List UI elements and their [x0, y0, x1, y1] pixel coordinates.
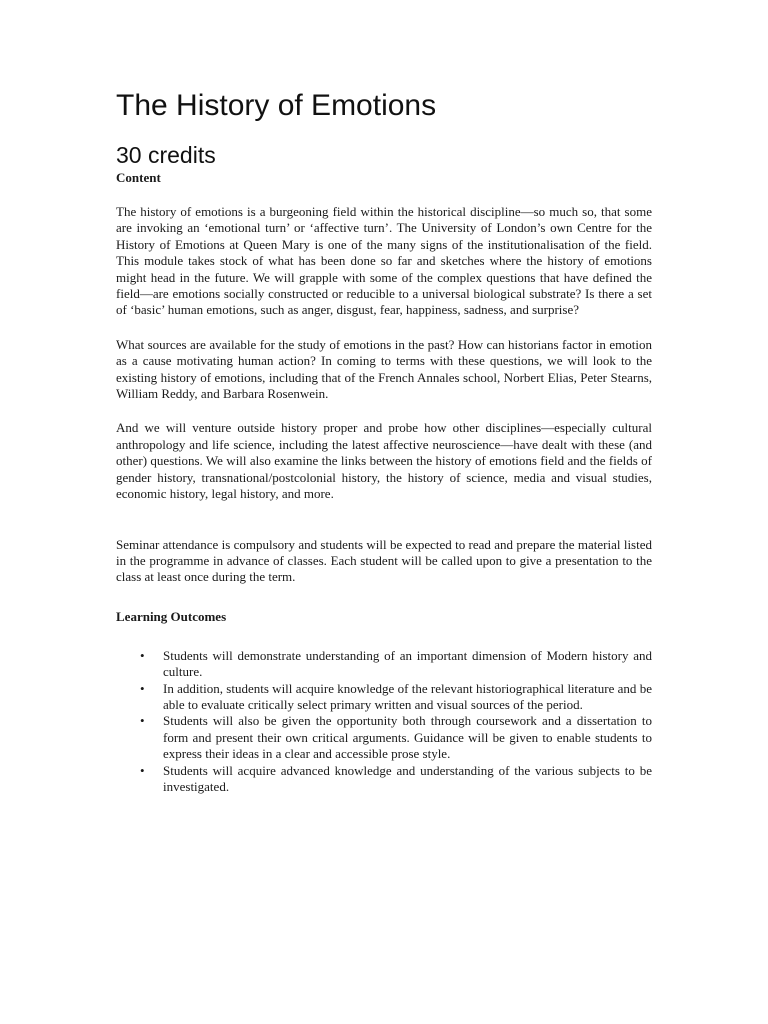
- list-item: [116, 763, 652, 796]
- learning-outcomes-heading: Learning Outcomes: [116, 608, 227, 624]
- credits-subtitle: 30 credits: [116, 142, 216, 168]
- content-paragraph-3: And we will venture outside history proper and probe how other disciplines—especially cultural anthropology and life science, including the latest affective neuroscience—have dealt with these (and other) questions. We will also examine the links between the history of emotions field and the fields of gender history, transnational/postcolonial history, the history of science, media and visual studies, economic history, legal history, and more.: [116, 420, 652, 502]
- content-paragraph-1: The history of emotions is a burgeoning field within the historical discipline—so much so, that some are invoking an ‘emotional turn’ or ‘affective turn’. The University of London’s own Centre for the History of Emotions at Queen Mary is one of the many signs of the institutionalisation of the field. This module takes stock of what has been done so far and sketches where the history of emotions might head in the future. We will grapple with some of the complex questions that have defined the field—are emotions socially constructed or reducible to a universal biological substrate? Is there a set of ‘basic’ human emotions, such as anger, disgust, fear, happiness, sadness, and surprise?: [116, 204, 652, 318]
- bullet-icon: •: [140, 762, 145, 778]
- list-item-text: Students will acquire advanced knowledge and understanding of the various subjects to be investigated.: [163, 762, 652, 794]
- bullet-icon: •: [140, 713, 145, 729]
- list-item-text: In addition, students will acquire knowledge of the relevant historiographical literature and be able to evaluate critically select primary written and visual sources of the period.: [163, 680, 652, 712]
- list-item: [116, 648, 652, 681]
- list-item: [116, 681, 652, 714]
- content-paragraph-2: What sources are available for the study of emotions in the past? How can historians factor in emotion as a cause motivating human action? In coming to terms with these questions, we will look to the existing history of emotions, including that of the French Annales school, Norbert Elias, Peter Stearns, William Reddy, and Barbara Rosenwein.: [116, 336, 652, 402]
- bullet-icon: •: [140, 680, 145, 696]
- page-title: The History of Emotions: [116, 89, 437, 122]
- content-heading: Content: [116, 170, 161, 185]
- seminar-paragraph: Seminar attendance is compulsory and students will be expected to read and prepare the material listed in the programme in advance of classes. Each student will be called upon to give a presentation to the class at least once during the term.: [116, 536, 652, 585]
- list-item-text: Students will also be given the opportunity both through coursework and a dissertation to form and present their own critical arguments. Guidance will be given to enable students to express their ideas in a clear and accessible prose style.: [163, 713, 652, 762]
- learning-outcomes-list: [116, 648, 652, 796]
- bullet-icon: •: [140, 647, 145, 663]
- list-item-text: Students will demonstrate understanding of an important dimension of Modern history and culture.: [163, 647, 652, 680]
- document-page: [116, 84, 652, 795]
- list-item: [116, 713, 652, 762]
